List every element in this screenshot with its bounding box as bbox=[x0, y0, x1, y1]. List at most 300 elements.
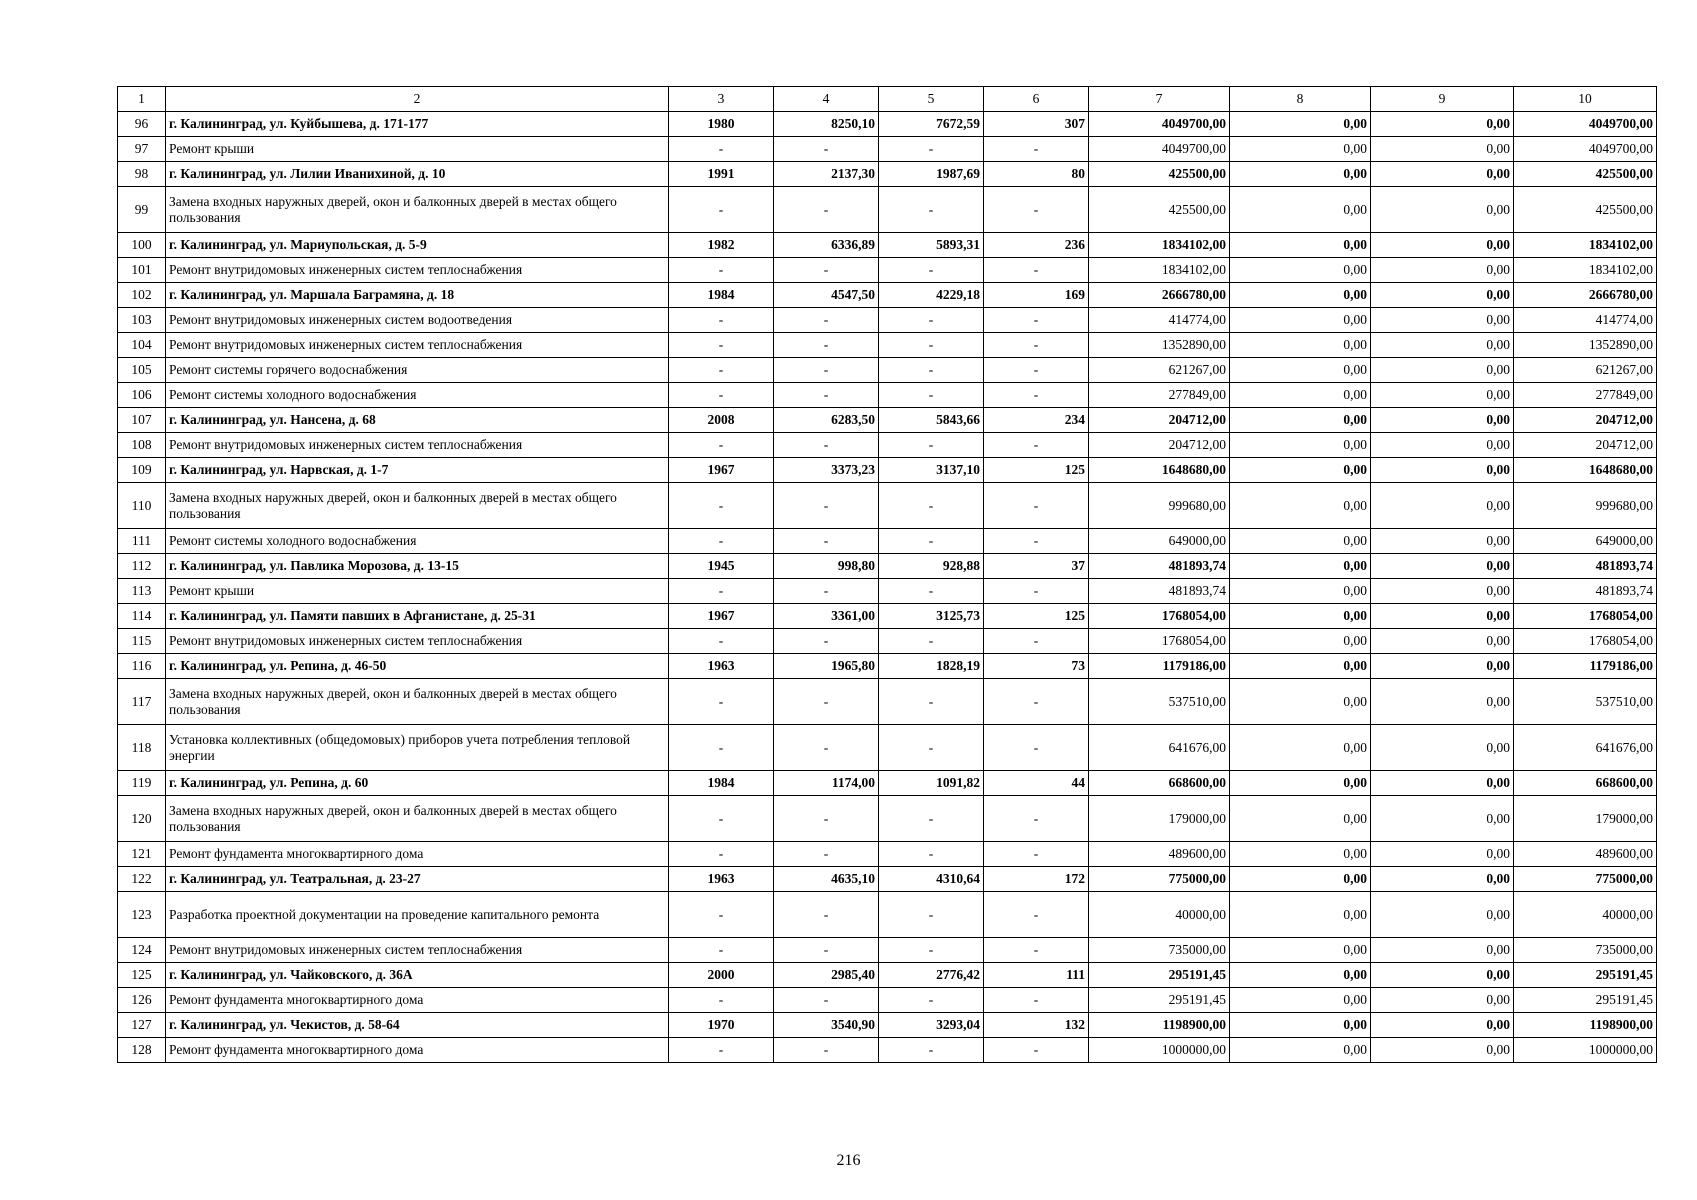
residents-count-cell: - bbox=[984, 842, 1089, 867]
work-row bbox=[118, 529, 1657, 554]
row-number-cell: 106 bbox=[118, 383, 166, 408]
total-area-cell: - bbox=[774, 725, 879, 771]
residents-count-cell: 125 bbox=[984, 458, 1089, 483]
row-number-cell: 96 bbox=[118, 112, 166, 137]
row-number-cell: 111 bbox=[118, 529, 166, 554]
fund-cost-2-cell: 0,00 bbox=[1371, 458, 1514, 483]
fund-cost-1-cell: 0,00 bbox=[1230, 233, 1371, 258]
work-row bbox=[118, 433, 1657, 458]
living-area-cell: 5843,66 bbox=[879, 408, 984, 433]
living-area-cell: 1987,69 bbox=[879, 162, 984, 187]
year-built-cell: - bbox=[669, 629, 774, 654]
row-number-cell: 119 bbox=[118, 771, 166, 796]
owners-funds-cell: 4049700,00 bbox=[1514, 137, 1657, 162]
residents-count-cell: - bbox=[984, 333, 1089, 358]
fund-cost-1-cell: 0,00 bbox=[1230, 483, 1371, 529]
row-number-cell: 127 bbox=[118, 1013, 166, 1038]
address-row bbox=[118, 771, 1657, 796]
fund-cost-2-cell: 0,00 bbox=[1371, 483, 1514, 529]
row-number-cell: 98 bbox=[118, 162, 166, 187]
fund-cost-1-cell: 0,00 bbox=[1230, 679, 1371, 725]
total-area-cell: 4547,50 bbox=[774, 283, 879, 308]
living-area-cell: - bbox=[879, 679, 984, 725]
living-area-cell: - bbox=[879, 579, 984, 604]
fund-cost-2-cell: 0,00 bbox=[1371, 679, 1514, 725]
fund-cost-2-cell: 0,00 bbox=[1371, 308, 1514, 333]
owners-funds-cell: 481893,74 bbox=[1514, 579, 1657, 604]
owners-funds-cell: 999680,00 bbox=[1514, 483, 1657, 529]
fund-cost-1-cell: 0,00 bbox=[1230, 283, 1371, 308]
header-cell: 6 bbox=[984, 87, 1089, 112]
fund-cost-2-cell: 0,00 bbox=[1371, 963, 1514, 988]
total-area-cell: - bbox=[774, 842, 879, 867]
year-built-cell: - bbox=[669, 308, 774, 333]
row-number-cell: 110 bbox=[118, 483, 166, 529]
total-cost-cell: 4049700,00 bbox=[1089, 112, 1230, 137]
total-cost-cell: 1834102,00 bbox=[1089, 258, 1230, 283]
residents-count-cell: - bbox=[984, 938, 1089, 963]
address-row bbox=[118, 604, 1657, 629]
fund-cost-1-cell: 0,00 bbox=[1230, 988, 1371, 1013]
total-area-cell: 1965,80 bbox=[774, 654, 879, 679]
row-name-cell: Замена входных наружных дверей, окон и балконных дверей в местах общего пользования bbox=[166, 796, 669, 842]
owners-funds-cell: 1000000,00 bbox=[1514, 1038, 1657, 1063]
total-cost-cell: 295191,45 bbox=[1089, 988, 1230, 1013]
residents-count-cell: - bbox=[984, 433, 1089, 458]
address-row bbox=[118, 654, 1657, 679]
year-built-cell: 2000 bbox=[669, 963, 774, 988]
total-cost-cell: 277849,00 bbox=[1089, 383, 1230, 408]
owners-funds-cell: 40000,00 bbox=[1514, 892, 1657, 938]
residents-count-cell: - bbox=[984, 258, 1089, 283]
fund-cost-1-cell: 0,00 bbox=[1230, 358, 1371, 383]
work-row bbox=[118, 483, 1657, 529]
total-cost-cell: 1179186,00 bbox=[1089, 654, 1230, 679]
total-area-cell: - bbox=[774, 1038, 879, 1063]
table-body bbox=[118, 87, 1657, 1063]
fund-cost-1-cell: 0,00 bbox=[1230, 938, 1371, 963]
total-cost-cell: 179000,00 bbox=[1089, 796, 1230, 842]
row-name-cell: Ремонт внутридомовых инженерных систем теплоснабжения bbox=[166, 433, 669, 458]
residents-count-cell: 73 bbox=[984, 654, 1089, 679]
year-built-cell: 1963 bbox=[669, 867, 774, 892]
header-cell: 9 bbox=[1371, 87, 1514, 112]
fund-cost-1-cell: 0,00 bbox=[1230, 579, 1371, 604]
total-cost-cell: 735000,00 bbox=[1089, 938, 1230, 963]
row-number-cell: 113 bbox=[118, 579, 166, 604]
fund-cost-2-cell: 0,00 bbox=[1371, 796, 1514, 842]
total-area-cell: - bbox=[774, 938, 879, 963]
row-name-cell: г. Калининград, ул. Театральная, д. 23-27 bbox=[166, 867, 669, 892]
total-cost-cell: 668600,00 bbox=[1089, 771, 1230, 796]
row-name-cell: Ремонт крыши bbox=[166, 579, 669, 604]
row-name-cell: Ремонт внутридомовых инженерных систем теплоснабжения bbox=[166, 333, 669, 358]
living-area-cell: - bbox=[879, 483, 984, 529]
year-built-cell: - bbox=[669, 938, 774, 963]
year-built-cell: 1970 bbox=[669, 1013, 774, 1038]
year-built-cell: 1963 bbox=[669, 654, 774, 679]
capital-repair-table bbox=[117, 86, 1657, 1063]
total-area-cell: - bbox=[774, 483, 879, 529]
address-row bbox=[118, 458, 1657, 483]
living-area-cell: - bbox=[879, 629, 984, 654]
owners-funds-cell: 414774,00 bbox=[1514, 308, 1657, 333]
row-number-cell: 116 bbox=[118, 654, 166, 679]
fund-cost-2-cell: 0,00 bbox=[1371, 112, 1514, 137]
row-name-cell: Ремонт фундамента многоквартирного дома bbox=[166, 1038, 669, 1063]
owners-funds-cell: 1198900,00 bbox=[1514, 1013, 1657, 1038]
row-number-cell: 118 bbox=[118, 725, 166, 771]
row-name-cell: Ремонт внутридомовых инженерных систем теплоснабжения bbox=[166, 938, 669, 963]
owners-funds-cell: 204712,00 bbox=[1514, 433, 1657, 458]
row-name-cell: г. Калининград, ул. Памяти павших в Афганистане, д. 25-31 bbox=[166, 604, 669, 629]
fund-cost-2-cell: 0,00 bbox=[1371, 358, 1514, 383]
residents-count-cell: - bbox=[984, 892, 1089, 938]
year-built-cell: - bbox=[669, 187, 774, 233]
work-row bbox=[118, 725, 1657, 771]
work-row bbox=[118, 842, 1657, 867]
total-area-cell: 3373,23 bbox=[774, 458, 879, 483]
total-cost-cell: 481893,74 bbox=[1089, 579, 1230, 604]
address-row bbox=[118, 867, 1657, 892]
total-area-cell: - bbox=[774, 629, 879, 654]
total-area-cell: - bbox=[774, 358, 879, 383]
fund-cost-2-cell: 0,00 bbox=[1371, 162, 1514, 187]
row-number-cell: 122 bbox=[118, 867, 166, 892]
row-name-cell: Ремонт внутридомовых инженерных систем теплоснабжения bbox=[166, 258, 669, 283]
year-built-cell: - bbox=[669, 137, 774, 162]
fund-cost-2-cell: 0,00 bbox=[1371, 1038, 1514, 1063]
fund-cost-1-cell: 0,00 bbox=[1230, 771, 1371, 796]
fund-cost-2-cell: 0,00 bbox=[1371, 433, 1514, 458]
residents-count-cell: - bbox=[984, 988, 1089, 1013]
owners-funds-cell: 295191,45 bbox=[1514, 963, 1657, 988]
total-area-cell: 998,80 bbox=[774, 554, 879, 579]
residents-count-cell: 234 bbox=[984, 408, 1089, 433]
living-area-cell: 4229,18 bbox=[879, 283, 984, 308]
year-built-cell: - bbox=[669, 529, 774, 554]
fund-cost-1-cell: 0,00 bbox=[1230, 842, 1371, 867]
living-area-cell: 928,88 bbox=[879, 554, 984, 579]
year-built-cell: - bbox=[669, 433, 774, 458]
work-row bbox=[118, 258, 1657, 283]
residents-count-cell: 172 bbox=[984, 867, 1089, 892]
total-cost-cell: 204712,00 bbox=[1089, 433, 1230, 458]
total-cost-cell: 775000,00 bbox=[1089, 867, 1230, 892]
work-row bbox=[118, 1038, 1657, 1063]
year-built-cell: 1980 bbox=[669, 112, 774, 137]
work-row bbox=[118, 187, 1657, 233]
total-cost-cell: 537510,00 bbox=[1089, 679, 1230, 725]
total-area-cell: - bbox=[774, 308, 879, 333]
row-name-cell: Установка коллективных (общедомовых) приборов учета потребления тепловой энергии bbox=[166, 725, 669, 771]
residents-count-cell: - bbox=[984, 1038, 1089, 1063]
total-cost-cell: 1352890,00 bbox=[1089, 333, 1230, 358]
living-area-cell: - bbox=[879, 938, 984, 963]
fund-cost-1-cell: 0,00 bbox=[1230, 604, 1371, 629]
residents-count-cell: - bbox=[984, 308, 1089, 333]
row-number-cell: 102 bbox=[118, 283, 166, 308]
owners-funds-cell: 1179186,00 bbox=[1514, 654, 1657, 679]
fund-cost-2-cell: 0,00 bbox=[1371, 867, 1514, 892]
fund-cost-1-cell: 0,00 bbox=[1230, 408, 1371, 433]
living-area-cell: - bbox=[879, 725, 984, 771]
total-area-cell: - bbox=[774, 258, 879, 283]
owners-funds-cell: 425500,00 bbox=[1514, 187, 1657, 233]
total-area-cell: 1174,00 bbox=[774, 771, 879, 796]
header-cell: 4 bbox=[774, 87, 879, 112]
work-row bbox=[118, 383, 1657, 408]
fund-cost-2-cell: 0,00 bbox=[1371, 529, 1514, 554]
header-row bbox=[118, 87, 1657, 112]
residents-count-cell: - bbox=[984, 187, 1089, 233]
fund-cost-1-cell: 0,00 bbox=[1230, 554, 1371, 579]
living-area-cell: 5893,31 bbox=[879, 233, 984, 258]
fund-cost-2-cell: 0,00 bbox=[1371, 579, 1514, 604]
header-cell: 2 bbox=[166, 87, 669, 112]
fund-cost-1-cell: 0,00 bbox=[1230, 333, 1371, 358]
living-area-cell: 2776,42 bbox=[879, 963, 984, 988]
total-area-cell: - bbox=[774, 579, 879, 604]
fund-cost-2-cell: 0,00 bbox=[1371, 283, 1514, 308]
living-area-cell: - bbox=[879, 529, 984, 554]
total-area-cell: 2985,40 bbox=[774, 963, 879, 988]
living-area-cell: 3137,10 bbox=[879, 458, 984, 483]
row-number-cell: 117 bbox=[118, 679, 166, 725]
row-name-cell: г. Калининград, ул. Мариупольская, д. 5-9 bbox=[166, 233, 669, 258]
row-number-cell: 105 bbox=[118, 358, 166, 383]
living-area-cell: - bbox=[879, 383, 984, 408]
work-row bbox=[118, 137, 1657, 162]
fund-cost-2-cell: 0,00 bbox=[1371, 137, 1514, 162]
row-number-cell: 121 bbox=[118, 842, 166, 867]
total-cost-cell: 489600,00 bbox=[1089, 842, 1230, 867]
living-area-cell: 1828,19 bbox=[879, 654, 984, 679]
row-number-cell: 100 bbox=[118, 233, 166, 258]
year-built-cell: - bbox=[669, 796, 774, 842]
row-number-cell: 124 bbox=[118, 938, 166, 963]
living-area-cell: 1091,82 bbox=[879, 771, 984, 796]
living-area-cell: - bbox=[879, 1038, 984, 1063]
owners-funds-cell: 1352890,00 bbox=[1514, 333, 1657, 358]
total-cost-cell: 1768054,00 bbox=[1089, 629, 1230, 654]
residents-count-cell: 307 bbox=[984, 112, 1089, 137]
row-name-cell: Ремонт фундамента многоквартирного дома bbox=[166, 842, 669, 867]
row-name-cell: Замена входных наружных дверей, окон и балконных дверей в местах общего пользования bbox=[166, 187, 669, 233]
work-row bbox=[118, 579, 1657, 604]
total-area-cell: - bbox=[774, 333, 879, 358]
row-name-cell: Замена входных наружных дверей, окон и балконных дверей в местах общего пользования bbox=[166, 483, 669, 529]
total-area-cell: 8250,10 bbox=[774, 112, 879, 137]
fund-cost-1-cell: 0,00 bbox=[1230, 162, 1371, 187]
row-name-cell: Ремонт внутридомовых инженерных систем теплоснабжения bbox=[166, 629, 669, 654]
row-name-cell: Разработка проектной документации на проведение капитального ремонта bbox=[166, 892, 669, 938]
total-area-cell: - bbox=[774, 187, 879, 233]
year-built-cell: 1984 bbox=[669, 771, 774, 796]
total-cost-cell: 2666780,00 bbox=[1089, 283, 1230, 308]
total-cost-cell: 1768054,00 bbox=[1089, 604, 1230, 629]
address-row bbox=[118, 963, 1657, 988]
total-cost-cell: 204712,00 bbox=[1089, 408, 1230, 433]
residents-count-cell: - bbox=[984, 483, 1089, 529]
year-built-cell: - bbox=[669, 358, 774, 383]
total-cost-cell: 1834102,00 bbox=[1089, 233, 1230, 258]
total-cost-cell: 1000000,00 bbox=[1089, 1038, 1230, 1063]
row-number-cell: 109 bbox=[118, 458, 166, 483]
residents-count-cell: 37 bbox=[984, 554, 1089, 579]
total-area-cell: - bbox=[774, 796, 879, 842]
row-number-cell: 114 bbox=[118, 604, 166, 629]
address-row bbox=[118, 162, 1657, 187]
fund-cost-1-cell: 0,00 bbox=[1230, 963, 1371, 988]
living-area-cell: - bbox=[879, 333, 984, 358]
total-cost-cell: 649000,00 bbox=[1089, 529, 1230, 554]
owners-funds-cell: 775000,00 bbox=[1514, 867, 1657, 892]
fund-cost-1-cell: 0,00 bbox=[1230, 892, 1371, 938]
residents-count-cell: - bbox=[984, 679, 1089, 725]
header-cell: 5 bbox=[879, 87, 984, 112]
fund-cost-2-cell: 0,00 bbox=[1371, 187, 1514, 233]
year-built-cell: - bbox=[669, 383, 774, 408]
owners-funds-cell: 179000,00 bbox=[1514, 796, 1657, 842]
fund-cost-1-cell: 0,00 bbox=[1230, 433, 1371, 458]
year-built-cell: 2008 bbox=[669, 408, 774, 433]
owners-funds-cell: 1834102,00 bbox=[1514, 233, 1657, 258]
living-area-cell: 7672,59 bbox=[879, 112, 984, 137]
row-name-cell: г. Калининград, ул. Маршала Баграмяна, д. 18 bbox=[166, 283, 669, 308]
fund-cost-1-cell: 0,00 bbox=[1230, 137, 1371, 162]
total-area-cell: 3361,00 bbox=[774, 604, 879, 629]
total-area-cell: - bbox=[774, 988, 879, 1013]
fund-cost-2-cell: 0,00 bbox=[1371, 842, 1514, 867]
total-cost-cell: 4049700,00 bbox=[1089, 137, 1230, 162]
row-name-cell: г. Калининград, ул. Павлика Морозова, д. 13-15 bbox=[166, 554, 669, 579]
row-name-cell: г. Калининград, ул. Куйбышева, д. 171-177 bbox=[166, 112, 669, 137]
total-cost-cell: 1648680,00 bbox=[1089, 458, 1230, 483]
address-row bbox=[118, 233, 1657, 258]
fund-cost-1-cell: 0,00 bbox=[1230, 112, 1371, 137]
work-row bbox=[118, 629, 1657, 654]
owners-funds-cell: 621267,00 bbox=[1514, 358, 1657, 383]
year-built-cell: - bbox=[669, 483, 774, 529]
work-row bbox=[118, 938, 1657, 963]
row-number-cell: 112 bbox=[118, 554, 166, 579]
fund-cost-1-cell: 0,00 bbox=[1230, 725, 1371, 771]
owners-funds-cell: 425500,00 bbox=[1514, 162, 1657, 187]
owners-funds-cell: 735000,00 bbox=[1514, 938, 1657, 963]
fund-cost-1-cell: 0,00 bbox=[1230, 796, 1371, 842]
row-number-cell: 107 bbox=[118, 408, 166, 433]
work-row bbox=[118, 892, 1657, 938]
header-cell: 10 bbox=[1514, 87, 1657, 112]
row-name-cell: Ремонт системы холодного водоснабжения bbox=[166, 529, 669, 554]
work-row bbox=[118, 796, 1657, 842]
total-area-cell: - bbox=[774, 137, 879, 162]
fund-cost-2-cell: 0,00 bbox=[1371, 1013, 1514, 1038]
living-area-cell: - bbox=[879, 796, 984, 842]
fund-cost-2-cell: 0,00 bbox=[1371, 604, 1514, 629]
row-name-cell: г. Калининград, ул. Репина, д. 46-50 bbox=[166, 654, 669, 679]
total-cost-cell: 40000,00 bbox=[1089, 892, 1230, 938]
living-area-cell: - bbox=[879, 842, 984, 867]
row-number-cell: 123 bbox=[118, 892, 166, 938]
total-area-cell: 2137,30 bbox=[774, 162, 879, 187]
row-name-cell: г. Калининград, ул. Чайковского, д. 36А bbox=[166, 963, 669, 988]
fund-cost-1-cell: 0,00 bbox=[1230, 654, 1371, 679]
total-cost-cell: 1198900,00 bbox=[1089, 1013, 1230, 1038]
owners-funds-cell: 277849,00 bbox=[1514, 383, 1657, 408]
row-name-cell: г. Калининград, ул. Нансена, д. 68 bbox=[166, 408, 669, 433]
total-cost-cell: 621267,00 bbox=[1089, 358, 1230, 383]
living-area-cell: - bbox=[879, 358, 984, 383]
fund-cost-1-cell: 0,00 bbox=[1230, 867, 1371, 892]
fund-cost-2-cell: 0,00 bbox=[1371, 988, 1514, 1013]
residents-count-cell: 236 bbox=[984, 233, 1089, 258]
year-built-cell: 1967 bbox=[669, 604, 774, 629]
fund-cost-2-cell: 0,00 bbox=[1371, 408, 1514, 433]
row-name-cell: Ремонт фундамента многоквартирного дома bbox=[166, 988, 669, 1013]
residents-count-cell: 125 bbox=[984, 604, 1089, 629]
fund-cost-2-cell: 0,00 bbox=[1371, 771, 1514, 796]
living-area-cell: 3125,73 bbox=[879, 604, 984, 629]
owners-funds-cell: 537510,00 bbox=[1514, 679, 1657, 725]
year-built-cell: - bbox=[669, 892, 774, 938]
row-number-cell: 108 bbox=[118, 433, 166, 458]
owners-funds-cell: 2666780,00 bbox=[1514, 283, 1657, 308]
fund-cost-2-cell: 0,00 bbox=[1371, 654, 1514, 679]
year-built-cell: - bbox=[669, 258, 774, 283]
header-cell: 7 bbox=[1089, 87, 1230, 112]
fund-cost-1-cell: 0,00 bbox=[1230, 1038, 1371, 1063]
address-row bbox=[118, 1013, 1657, 1038]
total-area-cell: 3540,90 bbox=[774, 1013, 879, 1038]
total-area-cell: 4635,10 bbox=[774, 867, 879, 892]
owners-funds-cell: 4049700,00 bbox=[1514, 112, 1657, 137]
owners-funds-cell: 1648680,00 bbox=[1514, 458, 1657, 483]
row-number-cell: 128 bbox=[118, 1038, 166, 1063]
row-number-cell: 104 bbox=[118, 333, 166, 358]
row-name-cell: Замена входных наружных дверей, окон и балконных дверей в местах общего пользования bbox=[166, 679, 669, 725]
total-cost-cell: 414774,00 bbox=[1089, 308, 1230, 333]
fund-cost-2-cell: 0,00 bbox=[1371, 938, 1514, 963]
total-cost-cell: 425500,00 bbox=[1089, 187, 1230, 233]
year-built-cell: - bbox=[669, 842, 774, 867]
residents-count-cell: 111 bbox=[984, 963, 1089, 988]
owners-funds-cell: 641676,00 bbox=[1514, 725, 1657, 771]
page-number: 216 bbox=[836, 1152, 861, 1169]
total-cost-cell: 641676,00 bbox=[1089, 725, 1230, 771]
year-built-cell: - bbox=[669, 725, 774, 771]
year-built-cell: 1991 bbox=[669, 162, 774, 187]
fund-cost-2-cell: 0,00 bbox=[1371, 629, 1514, 654]
fund-cost-1-cell: 0,00 bbox=[1230, 458, 1371, 483]
living-area-cell: 3293,04 bbox=[879, 1013, 984, 1038]
total-area-cell: 6336,89 bbox=[774, 233, 879, 258]
address-row bbox=[118, 408, 1657, 433]
total-cost-cell: 425500,00 bbox=[1089, 162, 1230, 187]
owners-funds-cell: 295191,45 bbox=[1514, 988, 1657, 1013]
residents-count-cell: 169 bbox=[984, 283, 1089, 308]
header-cell: 8 bbox=[1230, 87, 1371, 112]
total-area-cell: 6283,50 bbox=[774, 408, 879, 433]
living-area-cell: - bbox=[879, 137, 984, 162]
row-number-cell: 99 bbox=[118, 187, 166, 233]
fund-cost-1-cell: 0,00 bbox=[1230, 1013, 1371, 1038]
row-name-cell: Ремонт системы холодного водоснабжения bbox=[166, 383, 669, 408]
year-built-cell: 1982 bbox=[669, 233, 774, 258]
row-name-cell: г. Калининград, ул. Нарвская, д. 1-7 bbox=[166, 458, 669, 483]
residents-count-cell: - bbox=[984, 725, 1089, 771]
